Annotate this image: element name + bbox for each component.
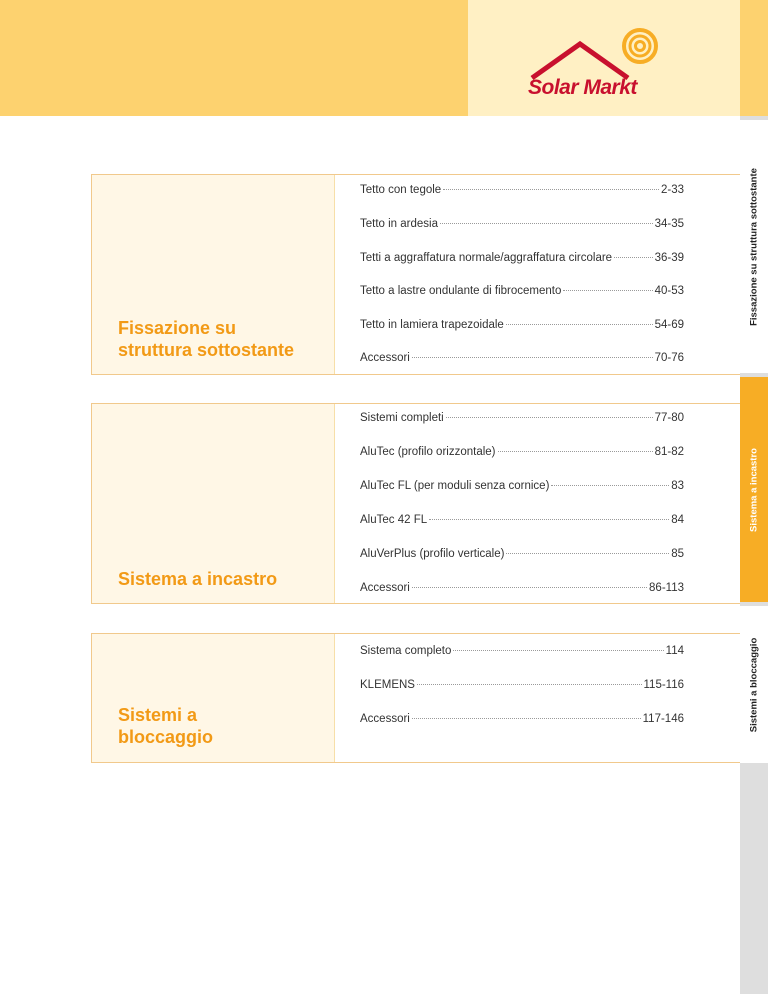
dot-leader	[563, 290, 652, 291]
toc-item-pages: 70-76	[654, 352, 684, 364]
section-title	[118, 317, 294, 361]
toc-item-pages: 84	[671, 514, 684, 526]
toc-item[interactable]	[360, 319, 684, 331]
dot-leader	[417, 684, 642, 685]
section-fissazione	[91, 174, 740, 375]
dot-leader	[498, 451, 653, 452]
dot-leader	[412, 587, 647, 588]
toc-item[interactable]	[360, 412, 684, 424]
dot-leader	[551, 485, 669, 486]
toc-item[interactable]	[360, 679, 684, 691]
toc-item-label: KLEMENS	[360, 679, 415, 691]
header-band	[0, 0, 468, 116]
toc-item[interactable]	[360, 285, 684, 297]
tab-sistemi-bloccaggio[interactable]	[740, 606, 768, 763]
section-title	[118, 704, 213, 748]
side-tab-header	[740, 0, 768, 116]
section-title	[118, 568, 277, 590]
toc-item-pages: 36-39	[654, 252, 684, 264]
section-sistema-incastro	[91, 403, 740, 604]
toc-item-pages: 34-35	[654, 218, 684, 230]
toc-item-label: AluVerPlus (profilo verticale)	[360, 548, 505, 560]
toc-item-pages: 83	[671, 480, 684, 492]
toc-item-pages: 86-113	[649, 582, 684, 594]
toc-item-pages: 77-80	[654, 412, 684, 424]
tab-sistema-incastro[interactable]	[740, 377, 768, 602]
toc-item[interactable]	[360, 446, 684, 458]
toc-item-pages: 117-146	[642, 713, 684, 725]
toc-item-label: Tetto in lamiera trapezoidale	[360, 319, 504, 331]
section-sistemi-bloccaggio	[91, 633, 740, 763]
section-title-line: Fissazione su	[118, 318, 237, 338]
toc-item-pages: 2-33	[660, 184, 684, 196]
section-title-line: Sistema a incastro	[118, 569, 278, 589]
toc-item[interactable]	[360, 514, 684, 526]
toc-item-label: Tetti a aggraffatura normale/aggraffatura circolare	[360, 252, 613, 264]
toc-item-pages: 85	[671, 548, 684, 560]
toc-item-label: Accessori	[360, 582, 410, 594]
toc-item-label: AluTec FL (per moduli senza cornice)	[360, 480, 550, 492]
tab-sistemi-bloccaggio-label: Sistemi a bloccaggio	[748, 637, 760, 732]
toc-item-label: Accessori	[360, 352, 410, 364]
dot-leader	[506, 324, 653, 325]
dot-leader	[443, 189, 659, 190]
section-title-line: bloccaggio	[118, 727, 214, 747]
section-title-line: struttura sottostante	[118, 340, 295, 360]
tab-fissazione-label: Fissazione su struttura sottostante	[748, 167, 760, 326]
toc-item[interactable]	[360, 218, 684, 230]
toc-item-pages: 115-116	[643, 679, 684, 691]
dot-leader	[506, 553, 669, 554]
dot-leader	[412, 357, 653, 358]
section-title-line: Sistemi a	[118, 705, 198, 725]
toc-item[interactable]	[360, 252, 684, 264]
toc-item-label: Tetto a lastre ondulante di fibrocemento	[360, 285, 562, 297]
toc-item[interactable]	[360, 480, 684, 492]
toc-item-pages: 54-69	[654, 319, 684, 331]
toc-item-label: AluTec (profilo orizzontale)	[360, 446, 496, 458]
toc-item[interactable]	[360, 713, 684, 725]
toc-item-pages: 81-82	[654, 446, 684, 458]
dot-leader	[453, 650, 663, 651]
dot-leader	[412, 718, 641, 719]
toc-item-label: AluTec 42 FL	[360, 514, 428, 526]
dot-leader	[440, 223, 653, 224]
dot-leader	[429, 519, 669, 520]
dot-leader	[446, 417, 653, 418]
tab-sistema-incastro-label: Sistema a incastro	[748, 447, 760, 532]
toc-item-label: Tetto in ardesia	[360, 218, 438, 230]
toc-item-label: Accessori	[360, 713, 410, 725]
logo-wordmark: Solar Markt	[528, 76, 637, 99]
toc-item-pages: 40-53	[654, 285, 684, 297]
toc-item-pages: 114	[665, 645, 684, 657]
toc-item-label: Tetto con tegole	[360, 184, 442, 196]
toc-item[interactable]	[360, 582, 684, 594]
tab-fissazione[interactable]	[740, 120, 768, 373]
toc-item[interactable]	[360, 184, 684, 196]
toc-item-label: Sistema completo	[360, 645, 452, 657]
toc-item[interactable]	[360, 352, 684, 364]
dot-leader	[614, 257, 652, 258]
toc-item[interactable]	[360, 645, 684, 657]
toc-item[interactable]	[360, 548, 684, 560]
toc-item-label: Sistemi completi	[360, 412, 444, 424]
